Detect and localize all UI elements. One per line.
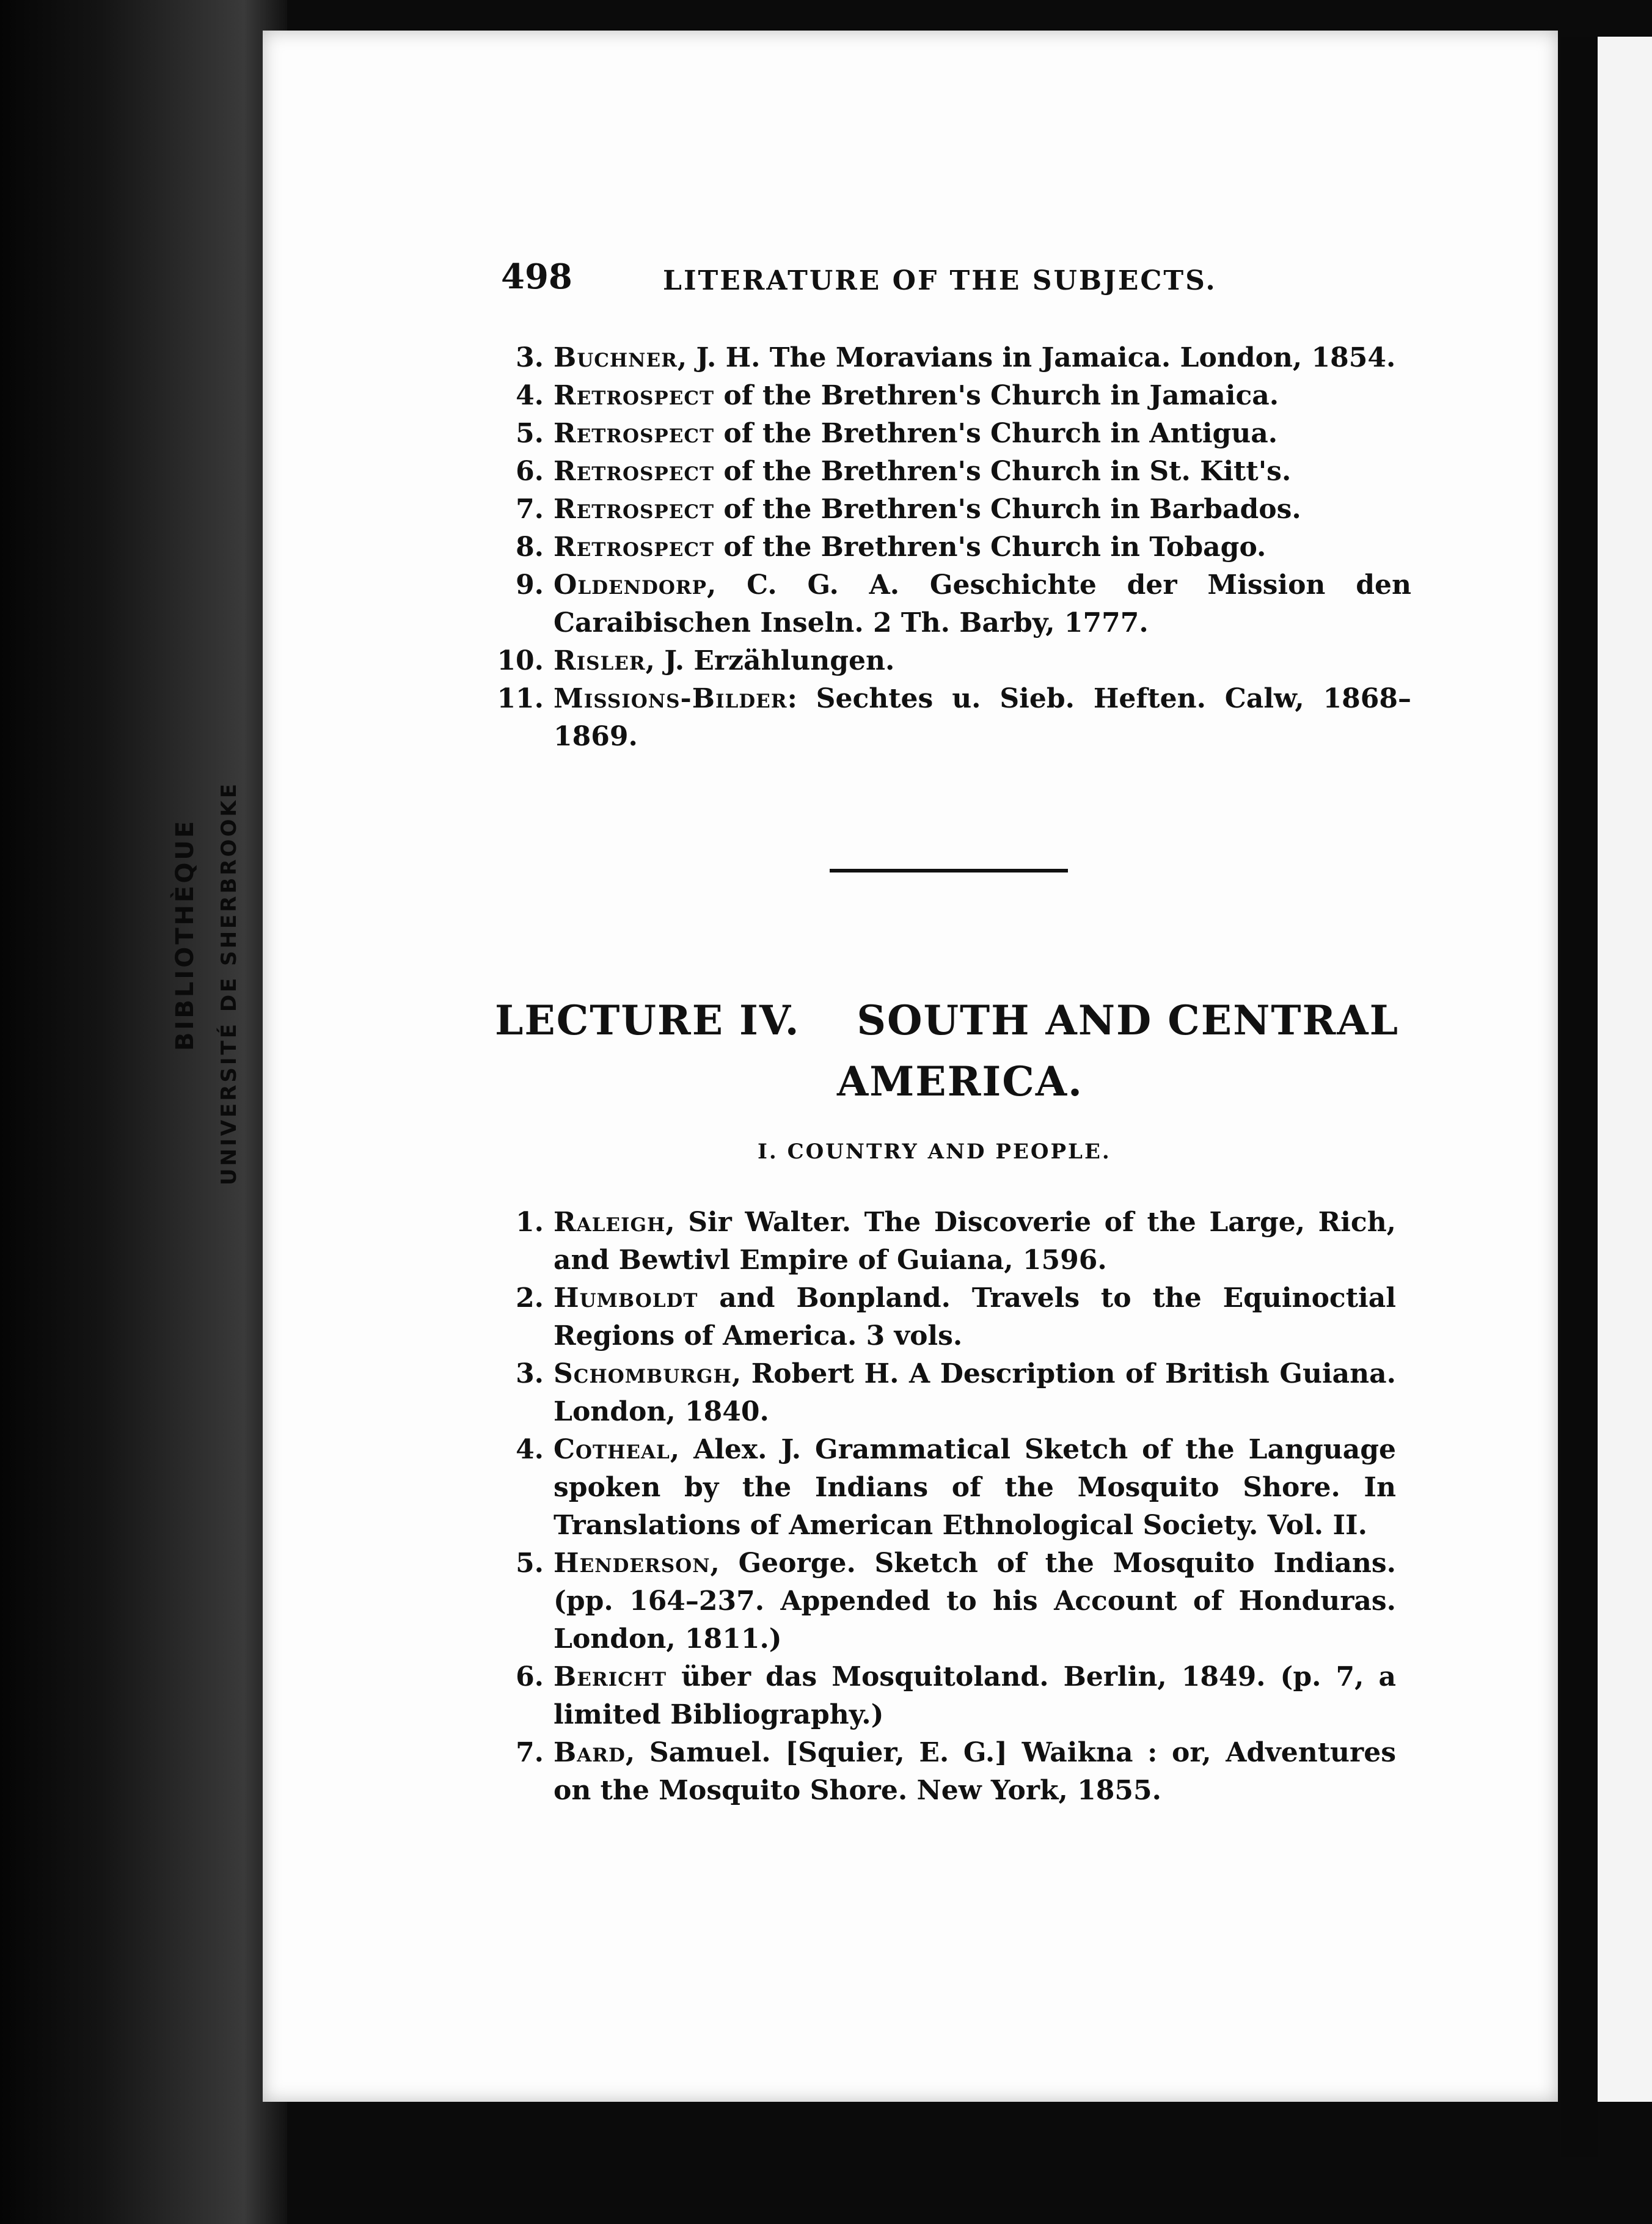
- item-number: 11.: [497, 683, 544, 714]
- item-number: 6.: [516, 1661, 544, 1692]
- lecture-number: LECTURE IV.: [495, 997, 800, 1044]
- item-text: , George. Sketch of the Mosquito Indians. (pp. 164–237. Appended to his Account of Honduras. London, 1811.): [554, 1548, 1396, 1655]
- item-author: Bericht: [554, 1661, 667, 1692]
- item-author: Missions-Bilder: [554, 683, 788, 714]
- stamp-line-university: UNIVERSITÉ DE SHERBROOKE: [217, 781, 241, 1185]
- lecture-subject-line1: SOUTH AND CENTRAL: [857, 997, 1399, 1044]
- item-number: 9.: [516, 569, 544, 601]
- list-item: [495, 1431, 1396, 1545]
- item-text: of the Brethren's Church in St. Kitt's.: [714, 456, 1292, 487]
- lecture-subject-line2: AMERICA.: [837, 1058, 1084, 1105]
- item-text: of the Brethren's Church in Tobago.: [714, 532, 1266, 563]
- bibliography-list-continued: [495, 339, 1411, 756]
- item-text: , Robert H. A Description of British Guiana. London, 1840.: [554, 1358, 1396, 1427]
- section-divider: [830, 869, 1068, 872]
- item-text: : Sechtes u. Sieb. Heften. Calw, 1868–1869.: [554, 683, 1411, 752]
- item-number: 7.: [516, 1737, 544, 1768]
- item-text: of the Brethren's Church in Antigua.: [714, 418, 1278, 449]
- item-number: 6.: [516, 456, 544, 487]
- item-text: über das Mosquitoland. Berlin, 1849. (p. 7, a limited Bibliography.): [554, 1661, 1396, 1730]
- item-text: , J. Erzählungen.: [645, 645, 895, 676]
- page-gutter-edge: [1561, 37, 1598, 2157]
- list-item: [495, 1204, 1396, 1279]
- list-item: [495, 529, 1411, 566]
- item-text: , Sir Walter. The Discoverie of the Large, Rich, and Bewtivl Empire of Guiana, 1596.: [554, 1207, 1396, 1276]
- item-number: 3.: [516, 342, 544, 373]
- list-item: [495, 1279, 1396, 1355]
- item-text: of the Brethren's Church in Jamaica.: [714, 380, 1279, 411]
- facing-page-edge: [1598, 37, 1652, 2102]
- item-number: 1.: [516, 1207, 544, 1238]
- item-text: , Samuel. [Squier, E. G.] Waikna : or, Adventures on the Mosquito Shore. New York, 1855.: [554, 1737, 1396, 1806]
- library-stamp: [153, 660, 257, 1210]
- list-item: [495, 415, 1411, 453]
- item-author: Buchner: [554, 342, 678, 373]
- list-item: [495, 339, 1411, 377]
- item-author: Retrospect: [554, 380, 715, 411]
- list-item: [495, 1734, 1396, 1810]
- list-item: [495, 1355, 1396, 1431]
- item-number: 5.: [516, 418, 544, 449]
- item-text: , J. H. The Moravians in Jamaica. London, 1854.: [677, 342, 1396, 373]
- list-item: [495, 453, 1411, 491]
- item-author: Risler: [554, 645, 646, 676]
- item-number: 2.: [516, 1282, 544, 1314]
- running-head: LITERATURE OF THE SUBJECTS.: [663, 265, 1217, 296]
- item-text: and Bonpland. Travels to the Equinoctial Regions of America. 3 vols.: [554, 1282, 1396, 1352]
- page-header: [501, 257, 1405, 299]
- item-number: 4.: [516, 1434, 544, 1465]
- list-item: [495, 1658, 1396, 1734]
- item-author: Cotheal: [554, 1434, 670, 1465]
- item-author: Humboldt: [554, 1282, 698, 1314]
- item-author: Henderson: [554, 1548, 711, 1579]
- list-item: [495, 566, 1411, 642]
- item-number: 10.: [497, 645, 544, 676]
- item-author: Raleigh: [554, 1207, 666, 1238]
- list-item: [495, 680, 1411, 756]
- item-number: 7.: [516, 494, 544, 525]
- item-text: of the Brethren's Church in Barbados.: [714, 494, 1301, 525]
- item-text: , C. G. A. Geschichte der Mission den Caraibischen Inseln. 2 Th. Barby, 1777.: [554, 569, 1411, 638]
- item-text: , Alex. J. Grammatical Sketch of the Language spoken by the Indians of the Mosquito Shore. In Translations of American Ethnological Society. Vol. II.: [554, 1434, 1396, 1541]
- list-item: [495, 491, 1411, 529]
- item-author: Retrospect: [554, 456, 715, 487]
- list-item: [495, 642, 1411, 680]
- item-number: 5.: [516, 1548, 544, 1579]
- item-author: Retrospect: [554, 494, 715, 525]
- item-number: 8.: [516, 532, 544, 563]
- section-heading: I. COUNTRY AND PEOPLE.: [758, 1139, 1111, 1164]
- item-author: Retrospect: [554, 532, 715, 563]
- item-number: 3.: [516, 1358, 544, 1389]
- bibliography-list-country-people: [495, 1204, 1396, 1810]
- item-author: Retrospect: [554, 418, 715, 449]
- page-number: 498: [501, 257, 572, 297]
- item-author: Schomburgh: [554, 1358, 732, 1389]
- item-number: 4.: [516, 380, 544, 411]
- item-author: Bard: [554, 1737, 626, 1768]
- list-item: [495, 377, 1411, 415]
- list-item: [495, 1545, 1396, 1658]
- stamp-line-library: BIBLIOTHÈQUE: [171, 818, 199, 1051]
- item-author: Oldendorp: [554, 569, 707, 601]
